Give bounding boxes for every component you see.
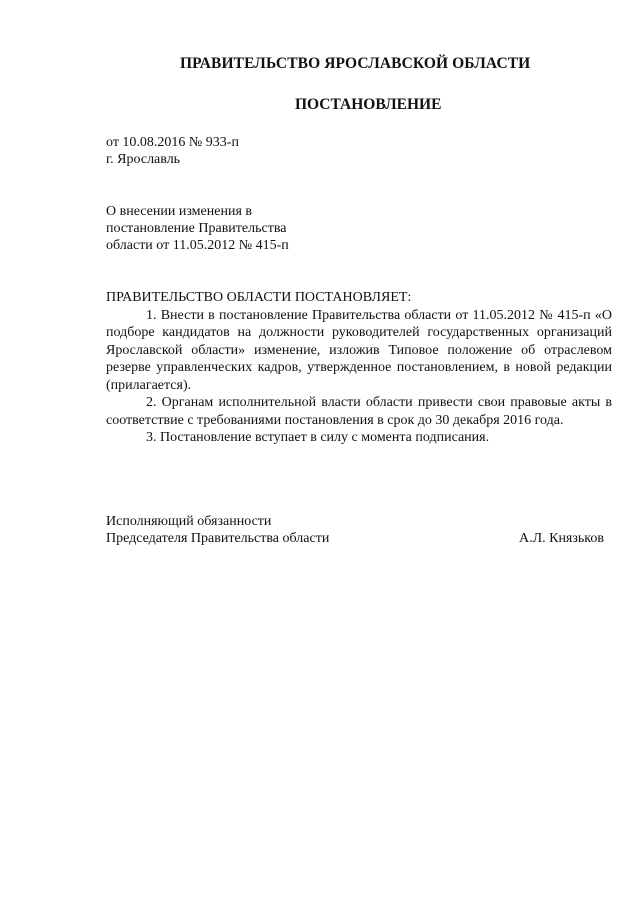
subject-line: постановление Правительства [106,221,287,236]
signer-position-line1: Исполняющий обязанности [106,514,272,529]
document-body [106,289,612,447]
paragraph-2: 2. Органам исполнительной власти области привести свои правовые акты в соответствие с требованиями постановления в срок до 30 декабря 2016 года. [106,395,612,428]
document-type-title: ПОСТАНОВЛЕНИЕ [295,96,442,113]
signature-row [106,530,604,547]
document-meta [106,134,239,168]
paragraph-1: 1. Внести в постановление Правительства области от 11.05.2012 № 415-п «О подборе кандидатов на должности руководителей государственных организаций Ярославской области» изменение, изложив Типовое положение об отраслевом резерве управленческих кадров, утвержденное постановлением, в новой редакции (прилагается). [106,307,612,393]
document-subject [106,203,289,254]
paragraph-3: 3. Постановление вступает в силу с момента подписания. [146,430,490,445]
government-title: ПРАВИТЕЛЬСТВО ЯРОСЛАВСКОЙ ОБЛАСТИ [180,55,531,72]
signer-position-line2: Председателя Правительства области [106,531,330,546]
subject-line: О внесении изменения в [106,204,252,219]
signer-name: А.Л. Князьков [519,531,604,546]
date-number: от 10.08.2016 № 933-п [106,135,239,150]
city: г. Ярославль [106,152,181,167]
subject-line: области от 11.05.2012 № 415-п [106,238,289,253]
decree-heading: ПРАВИТЕЛЬСТВО ОБЛАСТИ ПОСТАНОВЛЯЕТ: [106,290,412,305]
signature-block [106,513,604,547]
